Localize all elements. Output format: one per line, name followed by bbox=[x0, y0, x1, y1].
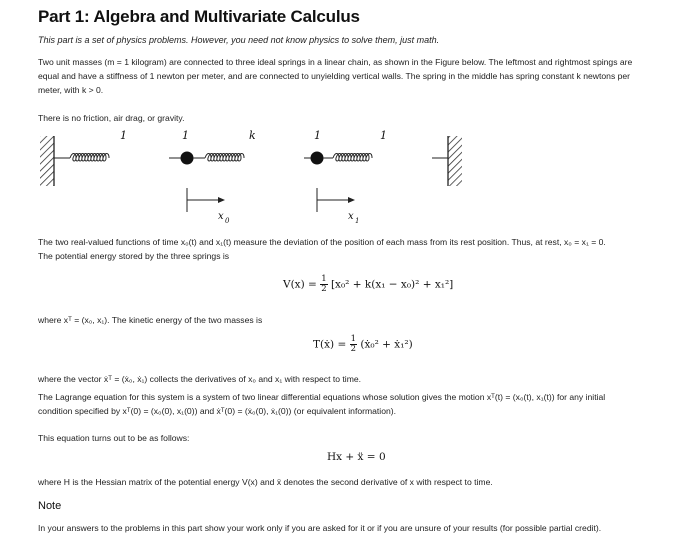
mass-0 bbox=[181, 152, 194, 165]
x0-label: x bbox=[218, 211, 224, 222]
friction-note: There is no friction, air drag, or gravity. bbox=[38, 113, 185, 123]
spring-label-5: 1 bbox=[380, 129, 387, 142]
x0-subscript: 0 bbox=[225, 217, 230, 225]
right-wall bbox=[448, 136, 462, 186]
potential-eq-rhs: [x₀² + k(x₁ − x₀)² + x₁²] bbox=[330, 278, 454, 291]
x0-marker bbox=[187, 188, 230, 225]
subtitle: This part is a set of physics problems. However, you need not know physics to solve them, just math. bbox=[38, 35, 440, 45]
where-x-line: where xᵀ = (x₀, x₁). The kinetic energy of the two masses is bbox=[38, 315, 263, 325]
spring-mass-figure bbox=[30, 124, 480, 230]
page-title: Part 1: Algebra and Multivariate Calculus bbox=[38, 7, 360, 26]
spring-label-4: 1 bbox=[314, 129, 321, 142]
spring-label-1: 1 bbox=[120, 129, 127, 142]
x1-marker bbox=[317, 188, 359, 225]
lagrange-paragraph bbox=[38, 390, 678, 418]
spring-label-2: 1 bbox=[182, 129, 189, 142]
potential-eq-fraction: $\frac{1}{2}$ bbox=[321, 274, 327, 294]
equation-intro: This equation turns out to be as follows: bbox=[38, 433, 190, 443]
spring-label-k: k bbox=[249, 129, 256, 142]
kinetic-eq-rhs: (ẋ₀² + ẋ₁²) bbox=[360, 338, 413, 351]
potential-eq-lhs: V(x) = bbox=[283, 278, 317, 291]
lagrange-line-1: The Lagrange equation for this system is a system of two linear differential equations whose solution gives the motion xᵀ(t) = (x₀(t), x₁(t)) for any initial bbox=[38, 392, 606, 402]
potential-line-2: The potential energy stored by the three springs is bbox=[38, 251, 230, 261]
intro-line-2: equal and have a stiffness of 1 newton per meter, and are connected to unyielding vertical walls. The spring in the middle has spring constant k newtons per bbox=[38, 71, 631, 81]
lagrange-line-2: condition specified by xᵀ(0) = (x₀(0), x₁(0)) and ẋᵀ(0) = (ẋ₀(0), ẋ₁(0)) (or equivalent information). bbox=[38, 406, 397, 416]
main-equation: Hx + ẍ = 0 bbox=[327, 451, 386, 463]
where-xdot-line: where the vector ẋᵀ = (ẋ₀, ẋ₁) collects the derivatives of x₀ and x₁ with respect to time. bbox=[38, 374, 362, 384]
spring-middle bbox=[193, 154, 311, 162]
spring-right bbox=[323, 154, 448, 162]
intro-paragraph bbox=[38, 55, 678, 97]
potential-line-1: The two real-valued functions of time x₀(t) and x₁(t) measure the deviation of the position of each mass from its rest position. Thus, at rest, x₀ = x₁ = 0. bbox=[38, 237, 606, 247]
potential-energy-equation bbox=[283, 275, 453, 294]
x1-label: x bbox=[348, 211, 354, 222]
hessian-note: where H is the Hessian matrix of the potential energy V(x) and ẍ denotes the second derivative of x with respect to time. bbox=[38, 477, 493, 487]
kinetic-eq-fraction: $\frac{1}{2}$ bbox=[350, 334, 357, 354]
potential-paragraph bbox=[38, 235, 678, 263]
intro-line-3: meter, with k > 0. bbox=[38, 85, 104, 95]
mass-1 bbox=[311, 152, 324, 165]
intro-line-1: Two unit masses (m = 1 kilogram) are connected to three ideal springs in a linear chain, as shown in the Figure below. The leftmost and rightmost spings are bbox=[38, 57, 633, 67]
left-wall bbox=[40, 136, 54, 186]
kinetic-energy-equation bbox=[313, 335, 413, 354]
kinetic-eq-lhs: T(ẋ) = bbox=[313, 338, 347, 351]
spring-left bbox=[54, 154, 181, 162]
note-heading: Note bbox=[38, 500, 62, 512]
note-text: In your answers to the problems in this part show your work only if you are asked for it or if you are unsure of your results (for possible partial credit). bbox=[38, 523, 602, 533]
x1-subscript: 1 bbox=[355, 217, 360, 225]
